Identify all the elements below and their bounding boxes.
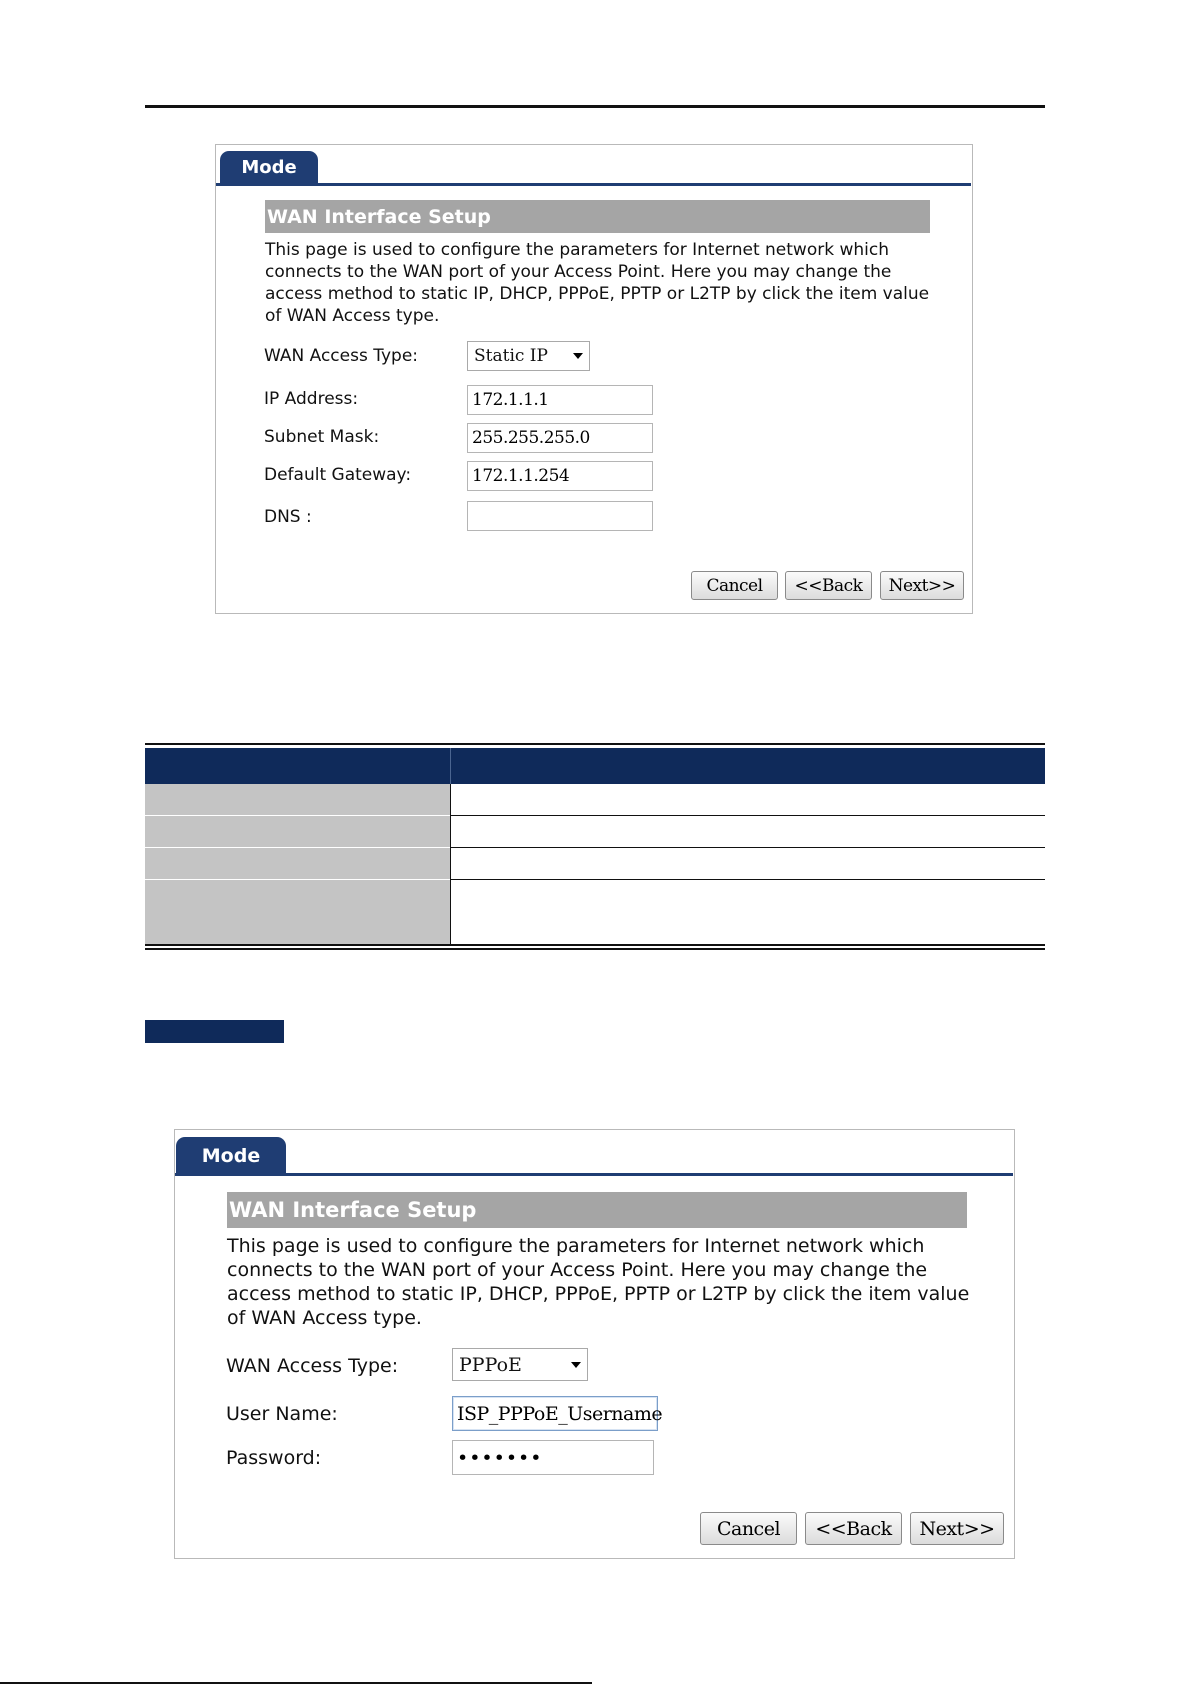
table-column-divider — [450, 784, 451, 944]
page-description: This page is used to configure the parameters for Internet network which connects to the WAN port of your Access Point. Here you may change the access method to static IP, DHCP, PPPoE, PPTP or L2TP by click the item value of WAN Access type. — [227, 1235, 970, 1329]
chevron-down-icon — [573, 353, 583, 359]
table-row — [145, 784, 450, 815]
wan-access-type-select[interactable] — [452, 1348, 588, 1381]
table-header-divider — [450, 748, 451, 784]
page-description: This page is used to configure the parameters for Internet network which connects to the WAN port of your Access Point. Here you may change the access method to static IP, DHCP, PPPoE, PPTP or L2TP by click the item value of WAN Access type. — [265, 240, 930, 326]
page-footer-rule — [0, 1682, 592, 1684]
back-button[interactable]: <<Back — [805, 1512, 902, 1545]
table-row — [145, 816, 450, 847]
mode-tab[interactable]: Mode — [176, 1137, 286, 1174]
table-row-divider — [450, 815, 1045, 816]
ip-address-input[interactable]: 172.1.1.1 — [467, 385, 653, 415]
page-header-rule — [145, 105, 1045, 108]
table-header — [145, 748, 1045, 784]
next-button[interactable]: Next>> — [910, 1512, 1004, 1545]
table-row — [145, 880, 450, 944]
cancel-button[interactable]: Cancel — [700, 1512, 797, 1545]
default-gateway-label: Default Gateway: — [264, 465, 412, 485]
back-button[interactable]: <<Back — [785, 571, 872, 600]
next-button[interactable]: Next>> — [880, 571, 964, 600]
tab-underline — [216, 183, 971, 186]
dns-label: DNS : — [264, 507, 312, 527]
username-label: User Name: — [226, 1403, 338, 1425]
table-row-divider — [450, 879, 1045, 880]
section-heading-block — [145, 1020, 284, 1043]
table-bottom-rule — [145, 948, 1045, 950]
section-title: WAN Interface Setup — [227, 1192, 967, 1228]
mode-tab[interactable]: Mode — [220, 151, 318, 183]
dns-input[interactable] — [467, 501, 653, 531]
chevron-down-icon — [571, 1362, 581, 1368]
section-title: WAN Interface Setup — [265, 200, 930, 233]
wan-access-type-label: WAN Access Type: — [226, 1355, 399, 1377]
table-bottom-rule — [145, 944, 1045, 946]
wan-access-type-label: WAN Access Type: — [264, 346, 419, 366]
password-label: Password: — [226, 1447, 322, 1469]
ip-address-label: IP Address: — [264, 389, 359, 409]
default-gateway-input[interactable]: 172.1.1.254 — [467, 461, 653, 491]
table-row — [145, 848, 450, 879]
wan-access-type-value: Static IP — [474, 346, 548, 366]
subnet-mask-input[interactable]: 255.255.255.0 — [467, 423, 653, 453]
subnet-mask-label: Subnet Mask: — [264, 427, 380, 447]
username-input[interactable]: ISP_PPPoE_Username — [452, 1396, 658, 1431]
table-top-rule — [145, 743, 1045, 745]
wan-access-type-select[interactable] — [467, 341, 590, 371]
tab-underline — [175, 1173, 1013, 1176]
table-row-divider — [450, 847, 1045, 848]
cancel-button[interactable]: Cancel — [691, 571, 778, 600]
wan-access-type-value: PPPoE — [459, 1353, 522, 1376]
password-input[interactable]: ••••••• — [452, 1440, 654, 1475]
